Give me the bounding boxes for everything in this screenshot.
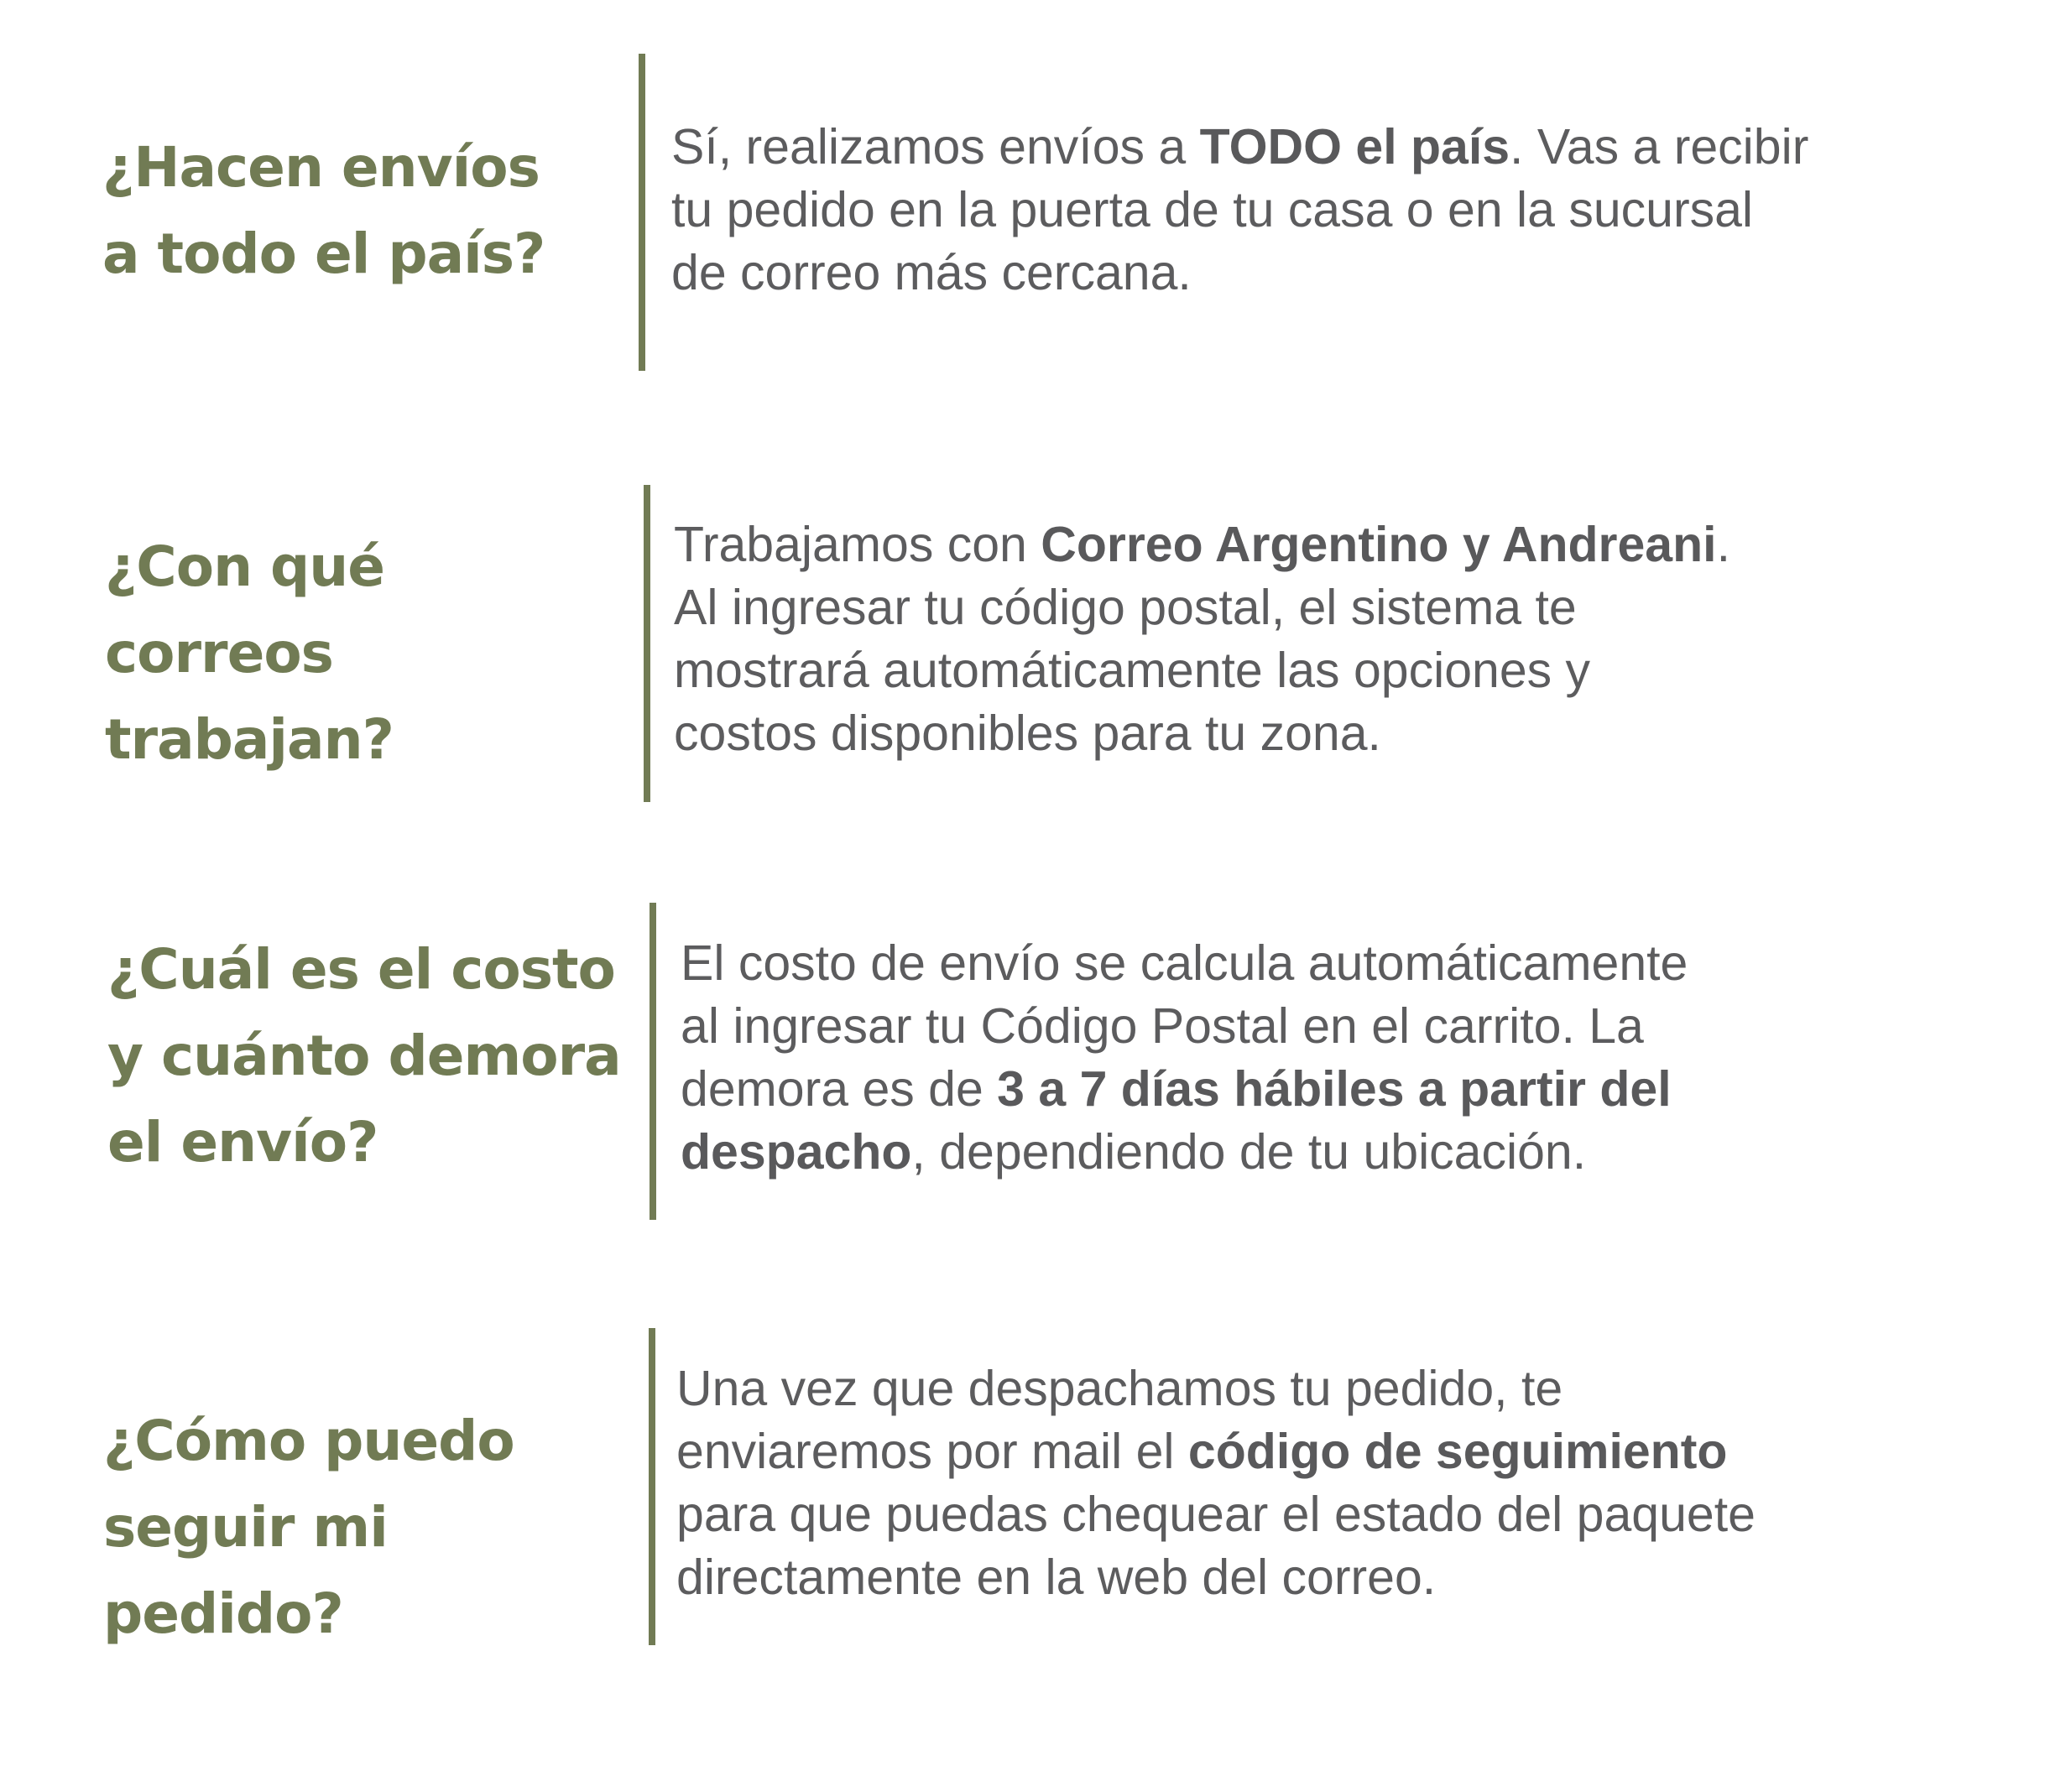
- answer-line: demora es de 3 a 7 días hábiles a partir del: [681, 1061, 1672, 1117]
- answer-line: directamente en la web del correo.: [676, 1550, 1437, 1605]
- question-line: ¿Cómo puedo: [103, 1409, 514, 1473]
- faq-answer: [676, 1357, 1756, 1609]
- answer-highlight: código de seguimiento: [1187, 1424, 1728, 1479]
- faq-divider: [639, 54, 645, 371]
- faq-divider: [644, 485, 650, 802]
- answer-highlight: Correo Argentino y Andreani: [1041, 517, 1717, 572]
- answer-line: para que puedas chequear el estado del paquete: [676, 1487, 1756, 1542]
- answer-line: de correo más cercana.: [671, 245, 1192, 300]
- question-line: ¿Hacen envíos: [102, 135, 540, 200]
- answer-line: costos disponibles para tu zona.: [674, 706, 1381, 761]
- question-line: a todo el país?: [102, 221, 545, 286]
- question-line: trabajan?: [105, 707, 394, 772]
- question-line: ¿Con qué: [105, 534, 385, 599]
- answer-highlight: 3 a 7 días hábiles a partir del: [997, 1061, 1672, 1117]
- question-line: y cuánto demora: [107, 1024, 621, 1088]
- answer-line: Al ingresar tu código postal, el sistema te: [674, 580, 1577, 635]
- faq-question: [107, 926, 621, 1185]
- answer-line: Trabajamos con Correo Argentino y Andreani.: [674, 517, 1730, 572]
- faq-answer: [674, 513, 1730, 765]
- answer-line: Una vez que despachamos tu pedido, te: [676, 1361, 1563, 1416]
- answer-line: despacho, dependiendo de tu ubicación.: [681, 1124, 1587, 1180]
- answer-line: El costo de envío se calcula automáticamente: [681, 935, 1688, 991]
- answer-line: al ingresar tu Código Postal en el carrito. La: [681, 998, 1644, 1054]
- answer-line: Sí, realizamos envíos a TODO el país. Vas a recibir: [671, 119, 1809, 175]
- faq-answer: [681, 932, 1688, 1184]
- question-line: seguir mi: [103, 1495, 388, 1560]
- faq-answer: [671, 116, 1808, 305]
- question-line: el envío?: [107, 1110, 378, 1175]
- question-line: ¿Cuál es el costo: [107, 937, 615, 1002]
- question-line: pedido?: [103, 1581, 343, 1646]
- faq-divider: [650, 903, 656, 1220]
- answer-line: mostrará automáticamente las opciones y: [674, 643, 1591, 698]
- faq-divider: [649, 1328, 655, 1645]
- faq-question: [105, 524, 394, 783]
- answer-line: tu pedido en la puerta de tu casa o en la sucursal: [671, 182, 1754, 237]
- answer-line: enviaremos por mail el código de seguimiento: [676, 1424, 1728, 1479]
- answer-highlight: despacho: [681, 1124, 912, 1180]
- faq-question: [103, 1398, 514, 1657]
- faq-question: [102, 124, 545, 297]
- answer-highlight: TODO el país: [1199, 119, 1510, 175]
- question-line: correos: [105, 621, 333, 685]
